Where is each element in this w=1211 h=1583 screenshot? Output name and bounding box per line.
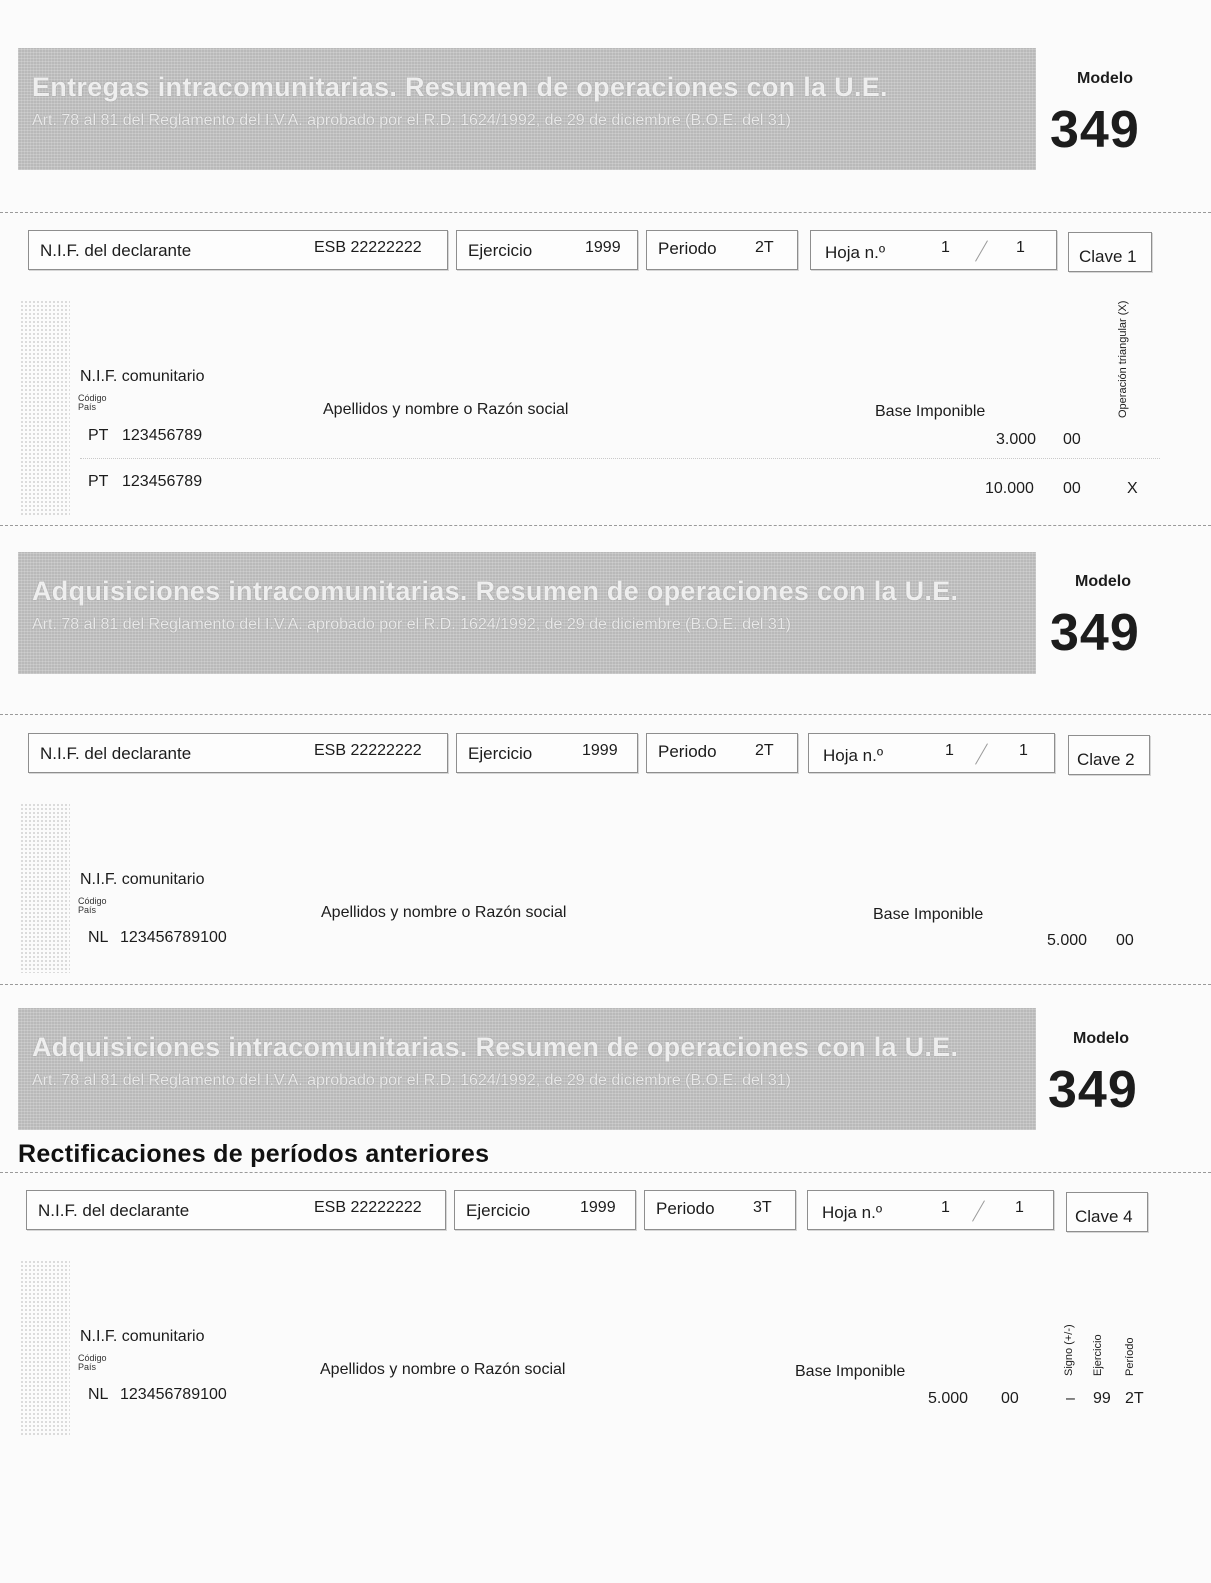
nif-declarante-field[interactable] [28, 230, 448, 270]
nif-declarante-label: N.I.F. del declarante [40, 241, 192, 260]
clave-field[interactable] [1068, 232, 1152, 272]
clave-field[interactable] [1068, 735, 1150, 775]
nif-comunitario-label: N.I.F. comunitario [80, 871, 205, 888]
hoja-field[interactable] [807, 1190, 1054, 1230]
clave-field[interactable] [1066, 1192, 1148, 1232]
hoja-field[interactable] [808, 733, 1055, 773]
dotted-field-area [20, 300, 70, 515]
periodo-col-label: Período [1124, 1337, 1136, 1376]
periodo-value: 3T [753, 1199, 772, 1216]
row-1-cents: 00 [1116, 932, 1134, 949]
nif-declarante-value: ESB 22222222 [314, 239, 422, 256]
row-2-cents: 00 [1063, 480, 1081, 497]
modelo-label: Modelo [1075, 573, 1131, 590]
row-1-periodo: 2T [1125, 1390, 1144, 1407]
hoja-total-value: 1 [1015, 1199, 1024, 1216]
row-1-ejercicio: 99 [1093, 1390, 1111, 1407]
codigo-label: Código [78, 393, 107, 403]
hoja-field[interactable] [810, 230, 1057, 270]
base-imponible-label: Base Imponible [873, 906, 984, 923]
row-2-nif: 123456789 [122, 473, 203, 490]
hoja-label: Hoja n.º [822, 1203, 883, 1222]
row-1-signo: – [1066, 1390, 1075, 1407]
slash-divider [975, 743, 988, 764]
nif-declarante-value: ESB 22222222 [314, 1199, 422, 1216]
periodo-value: 2T [755, 239, 774, 256]
apellidos-label: Apellidos y nombre o Razón social [323, 401, 569, 418]
row-1-nif: 123456789100 [120, 929, 227, 946]
row-1-base: 5.000 [1047, 932, 1088, 949]
section-1-banner [18, 48, 1036, 170]
ejercicio-value: 1999 [580, 1199, 616, 1216]
row-separator [80, 458, 1160, 459]
codigo-label: Código [78, 896, 107, 906]
nif-declarante-field[interactable] [26, 1190, 446, 1230]
divider [0, 984, 1211, 985]
ejercicio-field[interactable] [454, 1190, 636, 1230]
hoja-value: 1 [945, 742, 954, 759]
section-3-title: Adquisiciones intracomunitarias. Resumen de operaciones con la U.E. [32, 1032, 959, 1062]
section-2-title: Adquisiciones intracomunitarias. Resumen de operaciones con la U.E. [32, 576, 959, 606]
section-2-subtitle: Art. 78 al 81 del Reglamento del I.V.A. aprobado por el R.D. 1624/1992, de 29 de diciembre (B.O.E. del 31) [32, 616, 791, 633]
hoja-total-value: 1 [1016, 239, 1025, 256]
periodo-field[interactable] [644, 1190, 796, 1230]
pais-label: País [78, 1362, 97, 1372]
ejercicio-value: 1999 [582, 742, 618, 759]
section-3-banner [18, 1008, 1036, 1130]
row-2-pais: PT [88, 473, 109, 490]
divider [0, 714, 1211, 715]
clave-value: Clave 2 [1077, 750, 1135, 769]
codigo-label: Código [78, 1353, 107, 1363]
row-2-base: 10.000 [985, 480, 1034, 497]
pais-label: País [78, 905, 97, 915]
ejercicio-label: Ejercicio [468, 241, 533, 260]
section-1-title: Entregas intracomunitarias. Resumen de operaciones con la U.E. [32, 72, 888, 102]
base-imponible-label: Base Imponible [795, 1363, 906, 1380]
hoja-label: Hoja n.º [825, 243, 886, 262]
row-1-cents: 00 [1001, 1390, 1019, 1407]
modelo-label: Modelo [1073, 1030, 1129, 1047]
operacion-triangular-label: Operación triangular (X) [1117, 300, 1129, 418]
clave-value: Clave 4 [1075, 1207, 1133, 1226]
ejercicio-field[interactable] [456, 733, 638, 773]
hoja-value: 1 [941, 239, 950, 256]
dotted-field-area [20, 803, 70, 973]
periodo-value: 2T [755, 742, 774, 759]
ejercicio-label: Ejercicio [466, 1201, 531, 1220]
base-imponible-label: Base Imponible [875, 403, 986, 420]
modelo-label: Modelo [1077, 70, 1133, 87]
section-1-subtitle: Art. 78 al 81 del Reglamento del I.V.A. aprobado por el R.D. 1624/1992, de 29 de diciembre (B.O.E. del 31) [32, 112, 791, 129]
row-1-nif: 123456789100 [120, 1386, 227, 1403]
ejercicio-value: 1999 [585, 239, 621, 256]
ejercicio-field[interactable] [456, 230, 638, 270]
nif-declarante-label: N.I.F. del declarante [38, 1201, 190, 1220]
apellidos-label: Apellidos y nombre o Razón social [320, 1361, 566, 1378]
hoja-total-value: 1 [1019, 742, 1028, 759]
ejercicio-label: Ejercicio [468, 744, 533, 763]
signo-label: Signo (+/-) [1063, 1324, 1075, 1376]
modelo-number: 349 [1048, 1061, 1138, 1119]
divider [0, 1172, 1211, 1173]
slash-divider [972, 1200, 985, 1221]
rectificaciones-heading: Rectificaciones de períodos anteriores [18, 1140, 490, 1168]
clave-value: Clave 1 [1079, 247, 1137, 266]
row-1-nif: 123456789 [122, 427, 203, 444]
row-2-triangular: X [1127, 480, 1138, 497]
hoja-label: Hoja n.º [823, 746, 884, 765]
modelo-number: 349 [1050, 101, 1140, 159]
nif-declarante-field[interactable] [28, 733, 448, 773]
nif-declarante-value: ESB 22222222 [314, 742, 422, 759]
section-3-subtitle: Art. 78 al 81 del Reglamento del I.V.A. aprobado por el R.D. 1624/1992, de 29 de diciembre (B.O.E. del 31) [32, 1072, 791, 1089]
nif-declarante-label: N.I.F. del declarante [40, 744, 192, 763]
nif-comunitario-label: N.I.F. comunitario [80, 1328, 205, 1345]
slash-divider [975, 240, 988, 261]
ejercicio-col-label: Ejercicio [1092, 1334, 1104, 1376]
row-1-pais: PT [88, 427, 109, 444]
dotted-field-area [20, 1260, 70, 1435]
divider [0, 212, 1211, 213]
row-1-pais: NL [88, 1386, 109, 1403]
apellidos-label: Apellidos y nombre o Razón social [321, 904, 567, 921]
pais-label: País [78, 402, 97, 412]
row-1-pais: NL [88, 929, 109, 946]
periodo-label: Periodo [658, 239, 717, 258]
divider [0, 525, 1211, 526]
periodo-field[interactable] [646, 733, 798, 773]
section-2-banner [18, 552, 1036, 674]
modelo-number: 349 [1050, 604, 1140, 662]
periodo-label: Periodo [658, 742, 717, 761]
nif-comunitario-label: N.I.F. comunitario [80, 368, 205, 385]
hoja-value: 1 [941, 1199, 950, 1216]
row-1-base: 3.000 [996, 431, 1037, 448]
periodo-label: Periodo [656, 1199, 715, 1218]
row-1-cents: 00 [1063, 431, 1081, 448]
periodo-field[interactable] [646, 230, 798, 270]
row-1-base: 5.000 [928, 1390, 969, 1407]
